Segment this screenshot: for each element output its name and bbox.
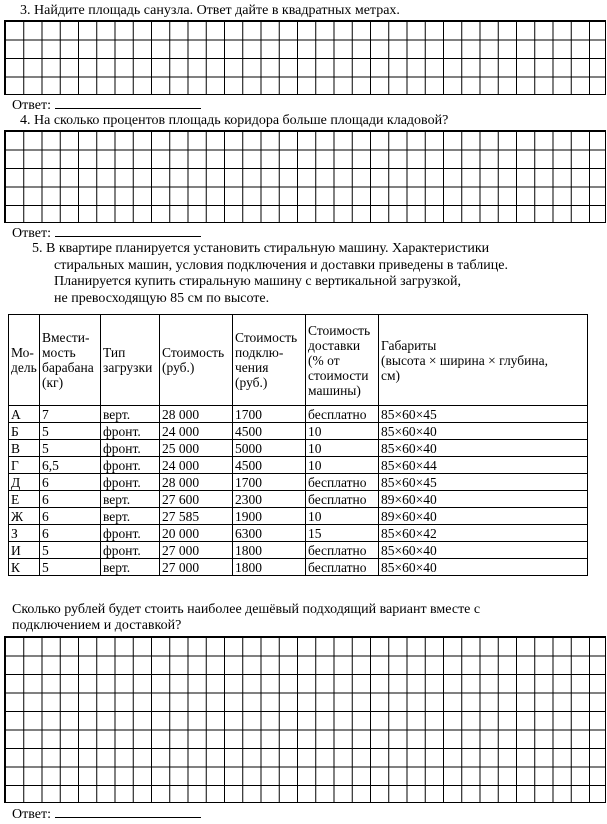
cell-price: 25 000 bbox=[160, 440, 233, 457]
cell-price: 24 000 bbox=[160, 457, 233, 474]
task-5-line: Планируется купить стиральную машину с вертикальной загрузкой, bbox=[54, 274, 461, 289]
cell-model: З bbox=[9, 525, 40, 542]
cell-connection-cost: 4500 bbox=[233, 457, 306, 474]
answer-label: Ответ: bbox=[12, 98, 51, 113]
cell-dimensions: 85×60×44 bbox=[379, 457, 588, 474]
cell-delivery-cost: бесплатно bbox=[306, 406, 379, 423]
cell-dimensions: 85×60×45 bbox=[379, 406, 588, 423]
cell-capacity: 5 bbox=[40, 440, 101, 457]
cell-capacity: 5 bbox=[40, 559, 101, 576]
header-price: Стоимость (руб.) bbox=[160, 315, 233, 406]
cell-delivery-cost: бесплатно bbox=[306, 474, 379, 491]
header-model: Мо- дель bbox=[9, 315, 40, 406]
table-row bbox=[9, 440, 588, 457]
table-row bbox=[9, 457, 588, 474]
table-header-row bbox=[9, 315, 588, 406]
table-row bbox=[9, 423, 588, 440]
table-row bbox=[9, 474, 588, 491]
cell-connection-cost: 1700 bbox=[233, 474, 306, 491]
cell-load-type: фронт. bbox=[101, 525, 160, 542]
answer-label: Ответ: bbox=[12, 226, 51, 241]
cell-price: 27 000 bbox=[160, 542, 233, 559]
cell-model: Ж bbox=[9, 508, 40, 525]
cell-dimensions: 85×60×40 bbox=[379, 440, 588, 457]
cell-price: 27 000 bbox=[160, 559, 233, 576]
cell-model: Г bbox=[9, 457, 40, 474]
cell-dimensions: 85×60×45 bbox=[379, 474, 588, 491]
cell-delivery-cost: бесплатно bbox=[306, 491, 379, 508]
cell-capacity: 5 bbox=[40, 423, 101, 440]
washing-machines-table bbox=[8, 314, 588, 576]
cell-load-type: фронт. bbox=[101, 440, 160, 457]
cell-connection-cost: 1700 bbox=[233, 406, 306, 423]
task-5-text bbox=[32, 241, 508, 307]
cell-dimensions: 89×60×40 bbox=[379, 491, 588, 508]
cell-price: 27 585 bbox=[160, 508, 233, 525]
task-4-answer bbox=[12, 224, 201, 242]
cell-connection-cost: 6300 bbox=[233, 525, 306, 542]
cell-delivery-cost: 10 bbox=[306, 508, 379, 525]
cell-delivery-cost: бесплатно bbox=[306, 559, 379, 576]
cell-delivery-cost: 10 bbox=[306, 457, 379, 474]
header-load-type: Тип загрузки bbox=[101, 315, 160, 406]
answer-line[interactable] bbox=[55, 96, 201, 109]
table-row bbox=[9, 406, 588, 423]
cell-price: 27 600 bbox=[160, 491, 233, 508]
cell-load-type: фронт. bbox=[101, 457, 160, 474]
cell-load-type: верт. bbox=[101, 406, 160, 423]
header-connection-cost: Стоимость подклю- чения (руб.) bbox=[233, 315, 306, 406]
cell-price: 28 000 bbox=[160, 474, 233, 491]
answer-label: Ответ: bbox=[12, 807, 51, 822]
task-5-line: не превосходящую 85 см по высоте. bbox=[54, 290, 270, 306]
table-row bbox=[9, 542, 588, 559]
header-capacity: Вмести- мость барабана (кг) bbox=[40, 315, 101, 406]
cell-capacity: 7 bbox=[40, 406, 101, 423]
task-5-line: 5. В квартире планируется установить стиральную машину. Характеристики bbox=[32, 241, 490, 256]
table-row bbox=[9, 491, 588, 508]
cell-connection-cost: 5000 bbox=[233, 440, 306, 457]
cell-delivery-cost: 10 bbox=[306, 440, 379, 457]
cell-load-type: верт. bbox=[101, 559, 160, 576]
cell-connection-cost: 1800 bbox=[233, 542, 306, 559]
task-5-answer bbox=[12, 805, 201, 823]
cell-model: В bbox=[9, 440, 40, 457]
cell-capacity: 6,5 bbox=[40, 457, 101, 474]
cell-model: К bbox=[9, 559, 40, 576]
cell-dimensions: 85×60×40 bbox=[379, 423, 588, 440]
task-4-text: 4. На сколько процентов площадь коридора больше площади кладовой? bbox=[20, 113, 449, 128]
cell-dimensions: 85×60×40 bbox=[379, 559, 588, 576]
cell-model: Д bbox=[9, 474, 40, 491]
cell-capacity: 6 bbox=[40, 474, 101, 491]
cell-delivery-cost: бесплатно bbox=[306, 542, 379, 559]
cell-model: Б bbox=[9, 423, 40, 440]
cell-dimensions: 89×60×40 bbox=[379, 508, 588, 525]
cell-capacity: 6 bbox=[40, 491, 101, 508]
cell-price: 24 000 bbox=[160, 423, 233, 440]
cell-model: А bbox=[9, 406, 40, 423]
cell-price: 20 000 bbox=[160, 525, 233, 542]
table-row bbox=[9, 525, 588, 542]
cell-load-type: фронт. bbox=[101, 423, 160, 440]
cell-connection-cost: 4500 bbox=[233, 423, 306, 440]
cell-price: 28 000 bbox=[160, 406, 233, 423]
task-5-question-line: Сколько рублей будет стоить наиболее дешёвый подходящий вариант вместе с bbox=[12, 602, 481, 617]
task-5-question-line: подключением и доставкой? bbox=[12, 618, 182, 633]
cell-connection-cost: 1800 bbox=[233, 559, 306, 576]
cell-load-type: верт. bbox=[101, 508, 160, 525]
cell-dimensions: 85×60×40 bbox=[379, 542, 588, 559]
task-3-text: 3. Найдите площадь санузла. Ответ дайте в квадратных метрах. bbox=[20, 3, 400, 18]
cell-model: Е bbox=[9, 491, 40, 508]
cell-model: И bbox=[9, 542, 40, 559]
task-5-line: стиральных машин, условия подключения и доставки приведены в таблице. bbox=[54, 257, 508, 273]
table-row bbox=[9, 508, 588, 525]
cell-load-type: верт. bbox=[101, 491, 160, 508]
cell-capacity: 5 bbox=[40, 542, 101, 559]
cell-dimensions: 85×60×42 bbox=[379, 525, 588, 542]
answer-line[interactable] bbox=[55, 805, 201, 818]
task-5-question bbox=[12, 602, 480, 634]
cell-delivery-cost: 10 bbox=[306, 423, 379, 440]
task-3-answer-grid[interactable] bbox=[4, 20, 606, 95]
task-3-answer bbox=[12, 96, 201, 114]
cell-connection-cost: 2300 bbox=[233, 491, 306, 508]
cell-capacity: 6 bbox=[40, 525, 101, 542]
task-4-answer-grid[interactable] bbox=[4, 130, 606, 223]
task-5-answer-grid[interactable] bbox=[4, 636, 606, 803]
header-delivery-cost: Стоимость доставки (% от стоимости машины) bbox=[306, 315, 379, 406]
cell-load-type: фронт. bbox=[101, 474, 160, 491]
cell-capacity: 6 bbox=[40, 508, 101, 525]
table-row bbox=[9, 559, 588, 576]
cell-connection-cost: 1900 bbox=[233, 508, 306, 525]
cell-delivery-cost: 15 bbox=[306, 525, 379, 542]
answer-line[interactable] bbox=[55, 224, 201, 237]
header-dimensions: Габариты (высота × ширина × глубина, см) bbox=[379, 315, 588, 406]
cell-load-type: фронт. bbox=[101, 542, 160, 559]
